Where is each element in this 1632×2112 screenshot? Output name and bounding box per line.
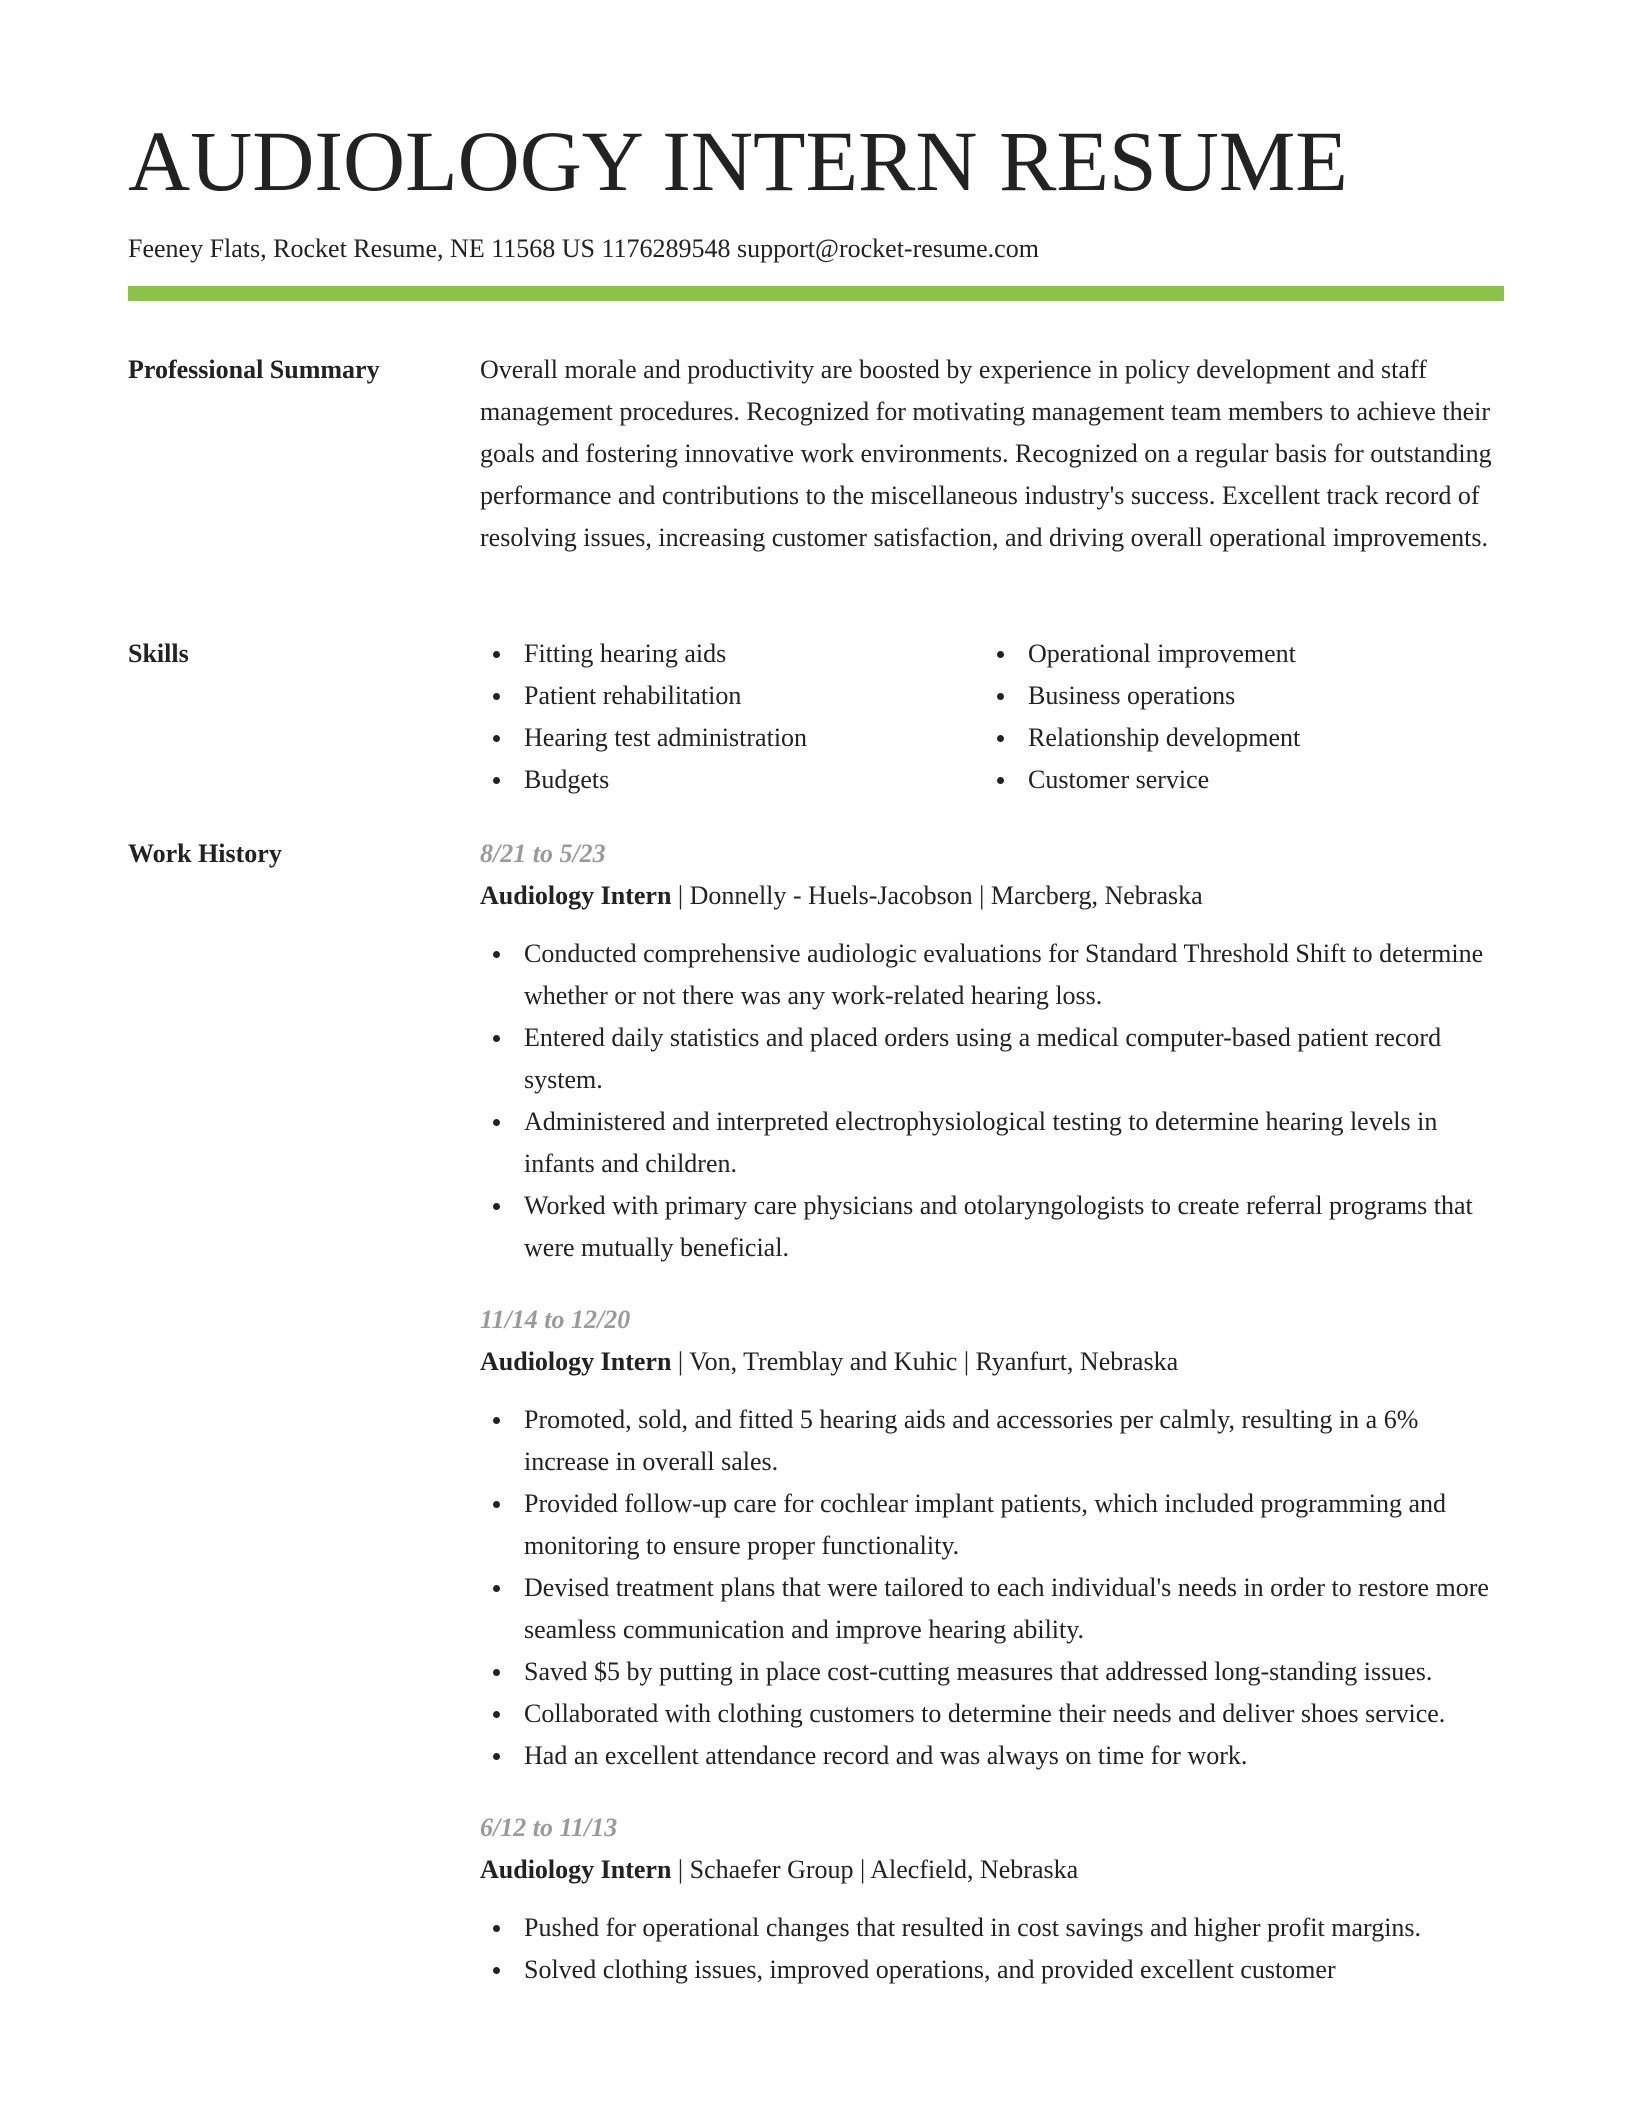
job-bullet: Administered and interpreted electrophysiological testing to determine hearing levels in infants and children. <box>480 1101 1504 1185</box>
skill-item: Customer service <box>984 759 1488 801</box>
job-dates: 8/21 to 5/23 <box>480 839 606 868</box>
skill-item: Relationship development <box>984 717 1488 759</box>
work-history-heading: Work History <box>128 839 282 868</box>
job-title: Audiology Intern <box>480 1855 672 1884</box>
skill-item: Hearing test administration <box>480 717 984 759</box>
contact-line: Feeney Flats, Rocket Resume, NE 11568 US 1176289548 support@rocket-resume.com <box>128 234 1039 263</box>
job-bullet: Entered daily statistics and placed orders using a medical computer-based patient record system. <box>480 1017 1504 1101</box>
job-bullets <box>480 1399 1504 1777</box>
job-dates: 6/12 to 11/13 <box>480 1813 618 1842</box>
skill-item: Operational improvement <box>984 633 1488 675</box>
job-bullet: Solved clothing issues, improved operations, and provided excellent customer <box>480 1949 1504 1991</box>
job-bullets <box>480 933 1504 1269</box>
job-employer-location: | Schaefer Group | Alecfield, Nebraska <box>671 1855 1079 1884</box>
job-title: Audiology Intern <box>480 1347 672 1376</box>
job-entry <box>480 833 1504 1269</box>
summary-heading: Professional Summary <box>128 355 380 384</box>
skills-body <box>480 633 1504 801</box>
job-heading-line <box>480 1341 1504 1383</box>
job-bullet: Saved $5 by putting in place cost-cutting measures that addressed long-standing issues. <box>480 1651 1504 1693</box>
job-dates: 11/14 to 12/20 <box>480 1305 631 1334</box>
job-bullet: Provided follow-up care for cochlear implant patients, which included programming and monitoring to ensure proper functionality. <box>480 1483 1504 1567</box>
job-title: Audiology Intern <box>480 881 672 910</box>
work-history-body <box>480 833 1504 2021</box>
skill-item: Fitting hearing aids <box>480 633 984 675</box>
job-bullet: Promoted, sold, and fitted 5 hearing aids and accessories per calmly, resulting in a 6% increase in overall sales. <box>480 1399 1504 1483</box>
skills-column-left <box>480 633 984 801</box>
job-bullet: Conducted comprehensive audiologic evaluations for Standard Threshold Shift to determine whether or not there was any work-related hearing loss. <box>480 933 1504 1017</box>
skill-item: Budgets <box>480 759 984 801</box>
job-entry <box>480 1299 1504 1777</box>
skill-item: Patient rehabilitation <box>480 675 984 717</box>
skills-grid <box>480 633 1504 801</box>
resume-title: AUDIOLOGY INTERN RESUME <box>128 113 1348 209</box>
summary-text: Overall morale and productivity are boosted by experience in policy development and staff management procedures. Recognized for motivating management team members to achieve their goals and fostering innovative work environments. Recognized on a regular basis for outstanding performance and contributions to the miscellaneous industry's success. Excellent track record of resolving issues, increasing customer satisfaction, and driving overall operational improvements. <box>480 355 1492 552</box>
skills-heading: Skills <box>128 639 189 668</box>
job-bullet: Had an excellent attendance record and was always on time for work. <box>480 1735 1504 1777</box>
job-bullets <box>480 1907 1504 1991</box>
skills-column-right <box>984 633 1488 801</box>
job-bullet: Worked with primary care physicians and otolaryngologists to create referral programs that were mutually beneficial. <box>480 1185 1504 1269</box>
job-heading-line <box>480 1849 1504 1891</box>
job-employer-location: | Donnelly - Huels-Jacobson | Marcberg, Nebraska <box>671 881 1203 910</box>
job-employer-location: | Von, Tremblay and Kuhic | Ryanfurt, Nebraska <box>671 1347 1179 1376</box>
job-bullet: Devised treatment plans that were tailored to each individual's needs in order to restore more seamless communication and improve hearing ability. <box>480 1567 1504 1651</box>
accent-divider <box>128 286 1504 301</box>
job-heading-line <box>480 875 1504 917</box>
job-bullet: Collaborated with clothing customers to determine their needs and deliver shoes service. <box>480 1693 1504 1735</box>
job-bullet: Pushed for operational changes that resulted in cost savings and higher profit margins. <box>480 1907 1504 1949</box>
skill-item: Business operations <box>984 675 1488 717</box>
summary-body <box>480 349 1504 559</box>
job-entry <box>480 1807 1504 1991</box>
